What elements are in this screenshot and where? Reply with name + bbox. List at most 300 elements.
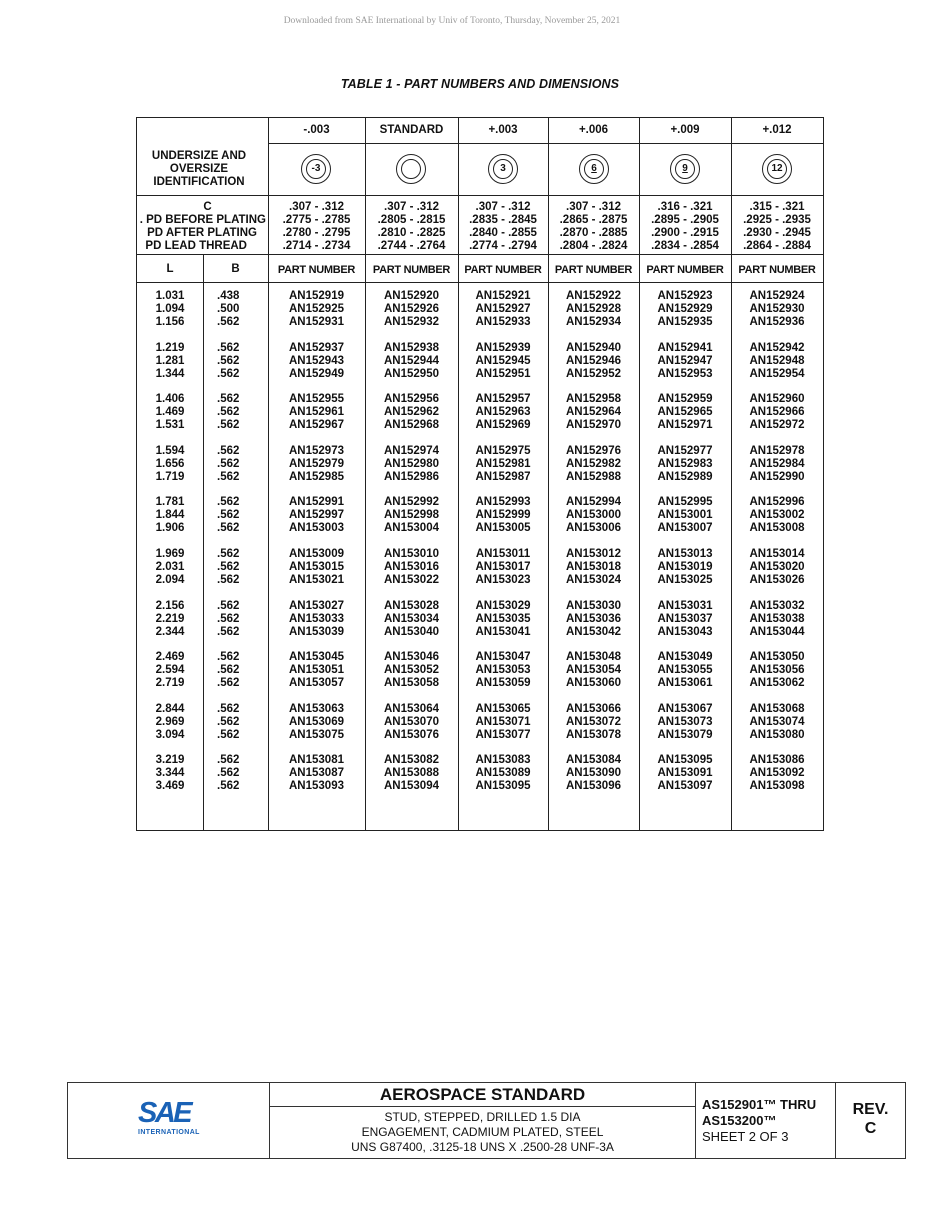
part-number-cell: AN152981 (475, 457, 531, 470)
part-number-cell: AN153077 (475, 728, 531, 741)
dimension-value: .2865 - .2875 (559, 214, 628, 226)
part-number-cell: AN153067 (657, 702, 713, 715)
length-value: 3.219 (155, 754, 185, 767)
part-number-cell: AN152954 (749, 367, 805, 380)
size-header: +.006 (578, 124, 609, 136)
length-value: 2.031 (155, 561, 185, 573)
dimension-value: .307 - .312 (566, 201, 621, 213)
part-number-cell: AN153007 (657, 522, 713, 535)
ident-mark-label: 9 (682, 163, 688, 174)
part-number-cell: AN152972 (749, 419, 805, 432)
part-number-cell: AN153050 (749, 651, 805, 664)
part-number-cell: AN153066 (566, 702, 621, 715)
dimension-value: .2930 - .2945 (743, 227, 811, 239)
part-number-cell: AN152995 (657, 496, 713, 509)
part-number-cell: AN153012 (566, 548, 621, 560)
part-number-cell: AN153027 (289, 599, 344, 612)
length-value: 3.469 (155, 780, 185, 793)
length-value: 1.469 (155, 406, 185, 419)
part-number-cell: AN152957 (475, 393, 531, 406)
dimension-value: .2840 - .2855 (469, 227, 537, 239)
ident-mark-icon (301, 154, 331, 184)
dimension-label: PD LEAD THREAD (145, 240, 247, 252)
part-number-cell: AN152992 (384, 496, 439, 509)
dimension-value: .2895 - .2905 (651, 214, 719, 226)
part-number-cell: AN153034 (384, 612, 439, 625)
ident-mark-icon (579, 154, 609, 184)
length-value: 1.156 (155, 316, 185, 328)
length-value: 3.344 (155, 767, 185, 780)
part-number-cell: AN152964 (566, 406, 621, 419)
part-number-cell: AN153044 (749, 625, 805, 638)
part-number-cell: AN152969 (475, 419, 531, 432)
part-number-cell: AN153048 (566, 651, 621, 664)
part-number-cell: AN153016 (384, 561, 439, 573)
title-block (67, 1082, 906, 1159)
rev-label: REV. (852, 1101, 889, 1118)
part-number-cell: AN152926 (384, 303, 439, 315)
part-number-cell: AN152921 (475, 290, 531, 302)
part-number-cell: AN152994 (566, 496, 621, 509)
length-value: 1.281 (155, 354, 185, 367)
part-number-cell: AN152959 (657, 393, 713, 406)
identification-label-line: IDENTIFICATION (153, 176, 245, 188)
part-number-cell: AN152983 (657, 457, 713, 470)
part-number-cell: AN153086 (749, 754, 805, 767)
part-number-cell: AN153071 (475, 715, 531, 728)
part-number-cell: AN153095 (657, 754, 713, 767)
b-value: .562 (217, 612, 240, 625)
part-number-cell: AN152920 (384, 290, 439, 302)
part-number-cell: AN152939 (475, 341, 531, 354)
length-value: 2.156 (155, 599, 185, 612)
part-number-cell: AN153013 (657, 548, 713, 560)
dimension-value: .307 - .312 (289, 201, 344, 213)
standard-heading: AEROSPACE STANDARD (379, 1085, 586, 1104)
part-number-cell: AN153094 (384, 780, 439, 793)
part-number-cell: AN152955 (289, 393, 344, 406)
part-number-cell: AN153004 (384, 522, 439, 535)
dimension-value: .2780 - .2795 (282, 227, 351, 239)
part-number-cell: AN152990 (749, 470, 805, 483)
part-number-cell: AN153055 (657, 664, 713, 677)
part-number-cell: AN153074 (749, 715, 805, 728)
part-number-cell: AN152951 (475, 367, 531, 380)
length-value: 3.094 (155, 728, 185, 741)
part-number-cell: AN152984 (749, 457, 805, 470)
part-number-cell: AN153045 (289, 651, 344, 664)
length-value: 1.031 (155, 290, 185, 302)
b-value: .562 (217, 354, 240, 367)
b-value: .562 (217, 470, 240, 483)
part-number-cell: AN153003 (289, 522, 344, 535)
b-value: .562 (217, 599, 240, 612)
part-number-cell: AN153068 (749, 702, 805, 715)
b-value: .562 (217, 496, 240, 509)
grid-line (137, 282, 823, 283)
ident-mark-label: -3 (306, 159, 326, 179)
identification-label-line: UNDERSIZE AND (151, 150, 247, 162)
heading-separator (270, 1106, 695, 1107)
dimension-value: .315 - .321 (749, 201, 805, 213)
part-number-cell: AN153049 (657, 651, 713, 664)
part-number-cell: AN152979 (289, 457, 344, 470)
length-value: 1.719 (155, 470, 185, 483)
part-number-cell: AN152974 (384, 444, 439, 457)
b-value: .562 (217, 341, 240, 354)
size-header: -.003 (303, 124, 330, 136)
dimension-value: .2804 - .2824 (559, 240, 628, 252)
length-value: 2.344 (155, 625, 185, 638)
dimension-column (458, 201, 548, 253)
dimension-value: .2834 - .2854 (651, 240, 719, 252)
grid-line (203, 254, 204, 830)
part-number-cell: AN153081 (289, 754, 344, 767)
length-value: 1.594 (155, 444, 185, 457)
length-value: 1.344 (155, 367, 185, 380)
b-value: .562 (217, 509, 240, 522)
dimension-value: .2744 - .2764 (377, 240, 446, 252)
part-number-cell: AN153076 (384, 728, 439, 741)
doc-number-line: AS153200™ (702, 1113, 777, 1128)
part-number-cell: AN152997 (289, 509, 344, 522)
part-number-cell: AN153069 (289, 715, 344, 728)
part-number-cell: AN152989 (657, 470, 713, 483)
part-number-cell: AN153053 (475, 664, 531, 677)
part-number-cell: AN153042 (566, 625, 621, 638)
part-number-cell: AN153033 (289, 612, 344, 625)
dimension-labels (137, 201, 266, 253)
part-number-cell: AN152962 (384, 406, 439, 419)
part-number-cell: AN153059 (475, 677, 531, 690)
part-number-cell: AN152927 (475, 303, 531, 315)
doc-number-line: AS152901™ THRU (702, 1097, 817, 1112)
part-number-cell: AN153022 (384, 574, 439, 586)
sae-logo-subtext: INTERNATIONAL (138, 1129, 200, 1136)
part-number-cell: AN153032 (749, 599, 805, 612)
part-number-cell: AN153029 (475, 599, 531, 612)
part-number-cell: AN153031 (657, 599, 713, 612)
part-number-cell: AN153037 (657, 612, 713, 625)
part-number-cell: AN152936 (749, 316, 805, 328)
b-value: .562 (217, 419, 240, 432)
part-number-cell: AN153097 (657, 780, 713, 793)
part-number-cell: AN153084 (566, 754, 621, 767)
part-number-cell: AN153017 (475, 561, 531, 573)
part-number-cell: AN153047 (475, 651, 531, 664)
part-number-header: PART NUMBER (372, 264, 451, 276)
part-number-cell: AN153063 (289, 702, 344, 715)
b-value: .500 (217, 303, 240, 315)
dimension-label: . PD BEFORE PLATING (139, 214, 266, 226)
length-value: 1.969 (155, 548, 185, 560)
b-value: .562 (217, 651, 240, 664)
b-value: .562 (217, 702, 240, 715)
part-number-cell: AN153026 (749, 574, 805, 586)
length-value: 1.844 (155, 509, 185, 522)
grid-line (137, 195, 823, 196)
title-block-divider (695, 1083, 696, 1158)
dimension-column (639, 201, 731, 253)
part-number-header: PART NUMBER (277, 264, 356, 276)
part-number-cell: AN152942 (749, 341, 805, 354)
ident-mark-icon (396, 154, 426, 184)
length-value: 2.094 (155, 574, 185, 586)
b-value: .562 (217, 561, 240, 573)
part-number-cell: AN153090 (566, 767, 621, 780)
part-number-cell: AN153038 (749, 612, 805, 625)
b-value: .438 (217, 290, 240, 302)
part-number-cell: AN152930 (749, 303, 805, 315)
b-value: .562 (217, 754, 240, 767)
part-number-cell: AN152980 (384, 457, 439, 470)
part-number-cell: AN152941 (657, 341, 713, 354)
part-number-cell: AN153079 (657, 728, 713, 741)
part-number-cell: AN152937 (289, 341, 344, 354)
length-value: 2.219 (155, 612, 185, 625)
part-number-cell: AN152945 (475, 354, 531, 367)
part-number-cell: AN153072 (566, 715, 621, 728)
part-number-cell: AN153046 (384, 651, 439, 664)
part-number-cell: AN153025 (657, 574, 713, 586)
part-number-cell: AN153039 (289, 625, 344, 638)
part-number-cell: AN152975 (475, 444, 531, 457)
dimension-value: .2775 - .2785 (282, 214, 351, 226)
size-header: STANDARD (379, 124, 444, 136)
dimension-column (548, 201, 639, 253)
part-number-cell: AN153041 (475, 625, 531, 638)
b-value: .562 (217, 444, 240, 457)
part-number-cell: AN152996 (749, 496, 805, 509)
part-number-cell: AN153011 (475, 548, 531, 560)
part-number-cell: AN152952 (566, 367, 621, 380)
part-number-cell: AN152928 (566, 303, 621, 315)
part-number-cell: AN152967 (289, 419, 344, 432)
l-header: L (166, 263, 174, 275)
part-number-cell: AN152944 (384, 354, 439, 367)
part-number-cell: AN153008 (749, 522, 805, 535)
b-value: .562 (217, 548, 240, 560)
part-number-cell: AN152999 (475, 509, 531, 522)
dimension-value: .2864 - .2884 (743, 240, 811, 252)
dimension-value: .2835 - .2845 (469, 214, 537, 226)
identification-label (137, 150, 261, 189)
part-number-cell: AN152925 (289, 303, 344, 315)
part-number-cell: AN153060 (566, 677, 621, 690)
part-number-cell: AN152970 (566, 419, 621, 432)
part-number-cell: AN152960 (749, 393, 805, 406)
part-number-cell: AN153020 (749, 561, 805, 573)
part-number-cell: AN152978 (749, 444, 805, 457)
length-value: 2.844 (155, 702, 185, 715)
length-value: 2.594 (155, 664, 185, 677)
dimension-value: .307 - .312 (475, 201, 531, 213)
b-value: .562 (217, 574, 240, 586)
part-number-cell: AN153021 (289, 574, 344, 586)
part-number-cell: AN152947 (657, 354, 713, 367)
b-value: .562 (217, 367, 240, 380)
dimension-label: C (203, 201, 212, 213)
size-header: +.009 (670, 124, 700, 136)
part-number-cell: AN152943 (289, 354, 344, 367)
length-value: 1.906 (155, 522, 185, 535)
part-number-cell: AN152923 (657, 290, 713, 302)
b-value: .562 (217, 780, 240, 793)
part-number-cell: AN153054 (566, 664, 621, 677)
part-number-cell: AN153075 (289, 728, 344, 741)
part-number-cell: AN153006 (566, 522, 621, 535)
part-number-cell: AN153061 (657, 677, 713, 690)
part-number-cell: AN152977 (657, 444, 713, 457)
part-number-cell: AN152950 (384, 367, 439, 380)
ident-mark-icon (670, 154, 700, 184)
part-number-cell: AN152966 (749, 406, 805, 419)
length-value: 2.469 (155, 651, 185, 664)
part-number-cell: AN153040 (384, 625, 439, 638)
part-number-cell: AN152986 (384, 470, 439, 483)
length-value: 1.094 (155, 303, 185, 315)
part-number-cell: AN152946 (566, 354, 621, 367)
part-number-cell: AN153009 (289, 548, 344, 560)
part-number-cell: AN152998 (384, 509, 439, 522)
part-number-cell: AN153062 (749, 677, 805, 690)
part-number-cell: AN152934 (566, 316, 621, 328)
part-number-cell: AN152971 (657, 419, 713, 432)
ident-mark-label: 3 (493, 159, 513, 179)
b-value: .562 (217, 522, 240, 535)
size-header: +.012 (762, 124, 792, 136)
part-number-cell: AN153018 (566, 561, 621, 573)
part-number-cell: AN152931 (289, 316, 344, 328)
part-number-cell: AN153057 (289, 677, 344, 690)
identification-label-line: OVERSIZE (169, 163, 229, 175)
length-value: 2.969 (155, 715, 185, 728)
part-number-cell: AN152991 (289, 496, 344, 509)
sae-logo-letters: SAE (138, 1097, 191, 1129)
part-number-cell: AN153096 (566, 780, 621, 793)
description-line: ENGAGEMENT, CADMIUM PLATED, STEEL (361, 1125, 604, 1139)
part-number-cell: AN152961 (289, 406, 344, 419)
ident-mark-label: 12 (767, 159, 787, 179)
b-header: B (231, 263, 240, 275)
b-value: .562 (217, 715, 240, 728)
dimension-value: .316 - .321 (657, 201, 713, 213)
description-line: STUD, STEPPED, DRILLED 1.5 DIA (384, 1110, 581, 1124)
part-number-cell: AN153089 (475, 767, 531, 780)
dimension-value: .2810 - .2825 (377, 227, 446, 239)
part-number-cell: AN153030 (566, 599, 621, 612)
size-header: +.003 (488, 124, 518, 136)
part-number-cell: AN152924 (749, 290, 805, 302)
part-number-cell: AN152935 (657, 316, 713, 328)
part-number-cell: AN152993 (475, 496, 531, 509)
length-value: 1.406 (155, 393, 185, 406)
dimension-value: .2805 - .2815 (377, 214, 446, 226)
b-value: .562 (217, 677, 240, 690)
b-value: .562 (217, 393, 240, 406)
part-number-cell: AN153043 (657, 625, 713, 638)
b-value: .562 (217, 316, 240, 328)
part-number-cell: AN152976 (566, 444, 621, 457)
dimension-value: .2870 - .2885 (559, 227, 628, 239)
dimension-label: PD AFTER PLATING (147, 227, 257, 239)
sheet-number: SHEET 2 OF 3 (702, 1129, 789, 1144)
length-value: 1.219 (155, 341, 185, 354)
dimension-column (268, 201, 365, 253)
part-number-cell: AN152985 (289, 470, 344, 483)
b-value: .562 (217, 728, 240, 741)
part-number-cell: AN152919 (289, 290, 344, 302)
part-number-cell: AN153023 (475, 574, 531, 586)
part-number-cell: AN152973 (289, 444, 344, 457)
dimension-value: .307 - .312 (384, 201, 439, 213)
dimension-column (731, 201, 823, 253)
grid-line (268, 143, 823, 144)
table-title: TABLE 1 - PART NUMBERS AND DIMENSIONS (340, 77, 620, 91)
part-number-header: PART NUMBER (464, 264, 542, 276)
b-value: .562 (217, 625, 240, 638)
part-number-cell: AN152938 (384, 341, 439, 354)
part-number-cell: AN153010 (384, 548, 439, 560)
part-number-cell: AN153070 (384, 715, 439, 728)
part-number-cell: AN153093 (289, 780, 344, 793)
ident-mark-icon (488, 154, 518, 184)
part-number-cell: AN153088 (384, 767, 439, 780)
grid-line (137, 254, 823, 255)
part-number-cell: AN152953 (657, 367, 713, 380)
dimension-value: .2925 - .2935 (743, 214, 811, 226)
part-number-cell: AN153035 (475, 612, 531, 625)
dimension-value: .2714 - .2734 (282, 240, 351, 252)
part-number-cell: AN153078 (566, 728, 621, 741)
ident-mark-label (401, 159, 421, 179)
length-value: 1.781 (155, 496, 185, 509)
rev-value: C (864, 1120, 877, 1137)
part-number-cell: AN153019 (657, 561, 713, 573)
part-number-cell: AN152949 (289, 367, 344, 380)
part-number-cell: AN153083 (475, 754, 531, 767)
b-value: .562 (217, 406, 240, 419)
part-number-cell: AN152987 (475, 470, 531, 483)
part-number-cell: AN153082 (384, 754, 439, 767)
part-number-header: PART NUMBER (646, 264, 724, 276)
part-number-cell: AN153000 (566, 509, 621, 522)
part-number-cell: AN153002 (749, 509, 805, 522)
b-value: .562 (217, 457, 240, 470)
part-number-cell: AN152932 (384, 316, 439, 328)
part-number-cell: AN152956 (384, 393, 439, 406)
part-number-header: PART NUMBER (738, 264, 816, 276)
length-value: 2.719 (155, 677, 185, 690)
part-number-cell: AN152965 (657, 406, 713, 419)
part-number-cell: AN153091 (657, 767, 713, 780)
part-number-cell: AN153052 (384, 664, 439, 677)
part-number-cell: AN153051 (289, 664, 344, 677)
part-number-cell: AN152958 (566, 393, 621, 406)
part-numbers-table (136, 117, 824, 831)
part-number-cell: AN153058 (384, 677, 439, 690)
part-number-cell: AN152982 (566, 457, 621, 470)
part-number-cell: AN153024 (566, 574, 621, 586)
part-number-cell: AN152922 (566, 290, 621, 302)
part-number-cell: AN153001 (657, 509, 713, 522)
length-value: 1.531 (155, 419, 185, 432)
part-number-cell: AN152968 (384, 419, 439, 432)
b-value: .562 (217, 767, 240, 780)
part-number-cell: AN153098 (749, 780, 805, 793)
part-number-header: PART NUMBER (554, 264, 633, 276)
length-value: 1.656 (155, 457, 185, 470)
